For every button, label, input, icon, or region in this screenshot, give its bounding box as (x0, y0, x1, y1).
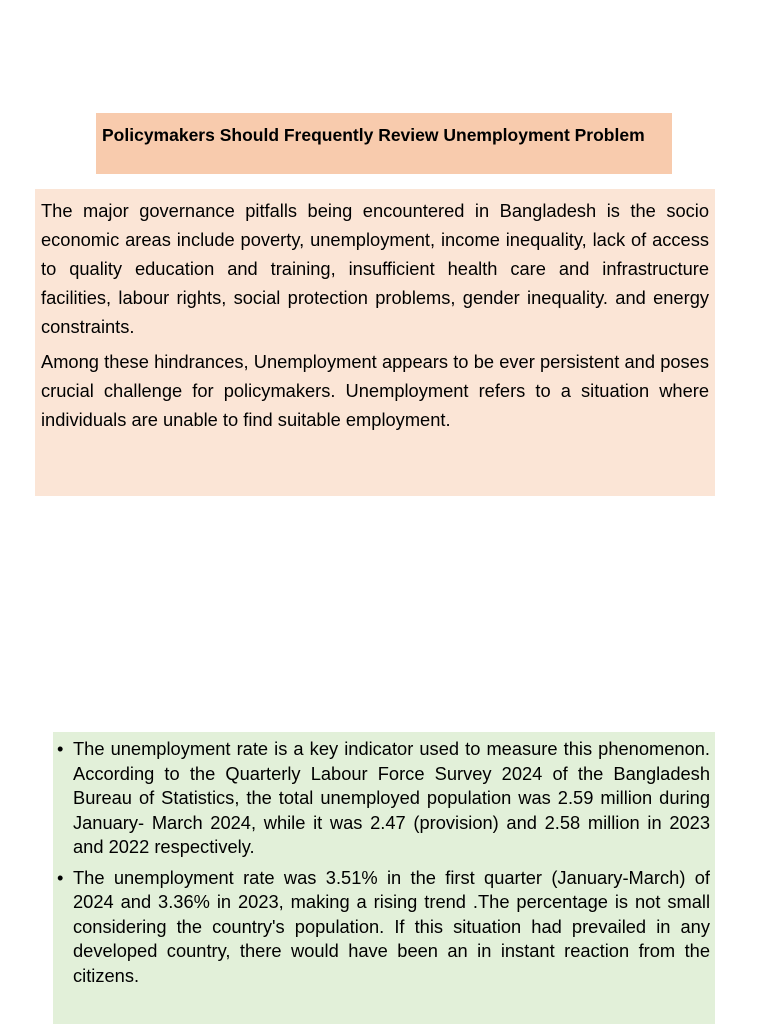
bullet-item-text: The unemployment rate was 3.51% in the first quarter (January-March) of 2024 and 3.36% in 2023, making a rising trend .The percentage is not small considering the country's population. If this situation had prevailed in any developed country, there would have been an in instant reaction from the citizens. (73, 866, 710, 986)
statistics-text-box (53, 732, 715, 1024)
intro-paragraph-2: Among these hindrances, Unemployment appears to be ever persistent and poses crucial challenge for policymakers. Unemployment refers to a situation where individuals are unable to find suitable employment. (41, 351, 709, 430)
bullet-icon: • (57, 866, 64, 888)
slide-title-text: Policymakers Should Frequently Review Unemployment Problem (102, 125, 645, 145)
intro-text-box (35, 189, 715, 496)
bullet-item (57, 866, 710, 989)
statistics-bullet-list (57, 737, 710, 988)
slide-title (96, 113, 672, 174)
bullet-item (57, 737, 710, 860)
bullet-item-text: The unemployment rate is a key indicator used to measure this phenomenon. According to the Quarterly Labour Force Survey 2024 of the Bangladesh Bureau of Statistics, the total unemployed population was 2.59 million during January- March 2024, while it was 2.47 (provision) and 2.58 million in 2023 and 2022 respectively. (73, 738, 710, 857)
intro-paragraph-1: The major governance pitfalls being encountered in Bangladesh is the socio economic areas include poverty, unemployment, income inequality, lack of access to quality education and training, insufficient health care and infrastructure facilities, labour rights, social protection problems, gender inequality. and energy constraints. (41, 200, 709, 337)
bullet-icon: • (57, 738, 64, 759)
